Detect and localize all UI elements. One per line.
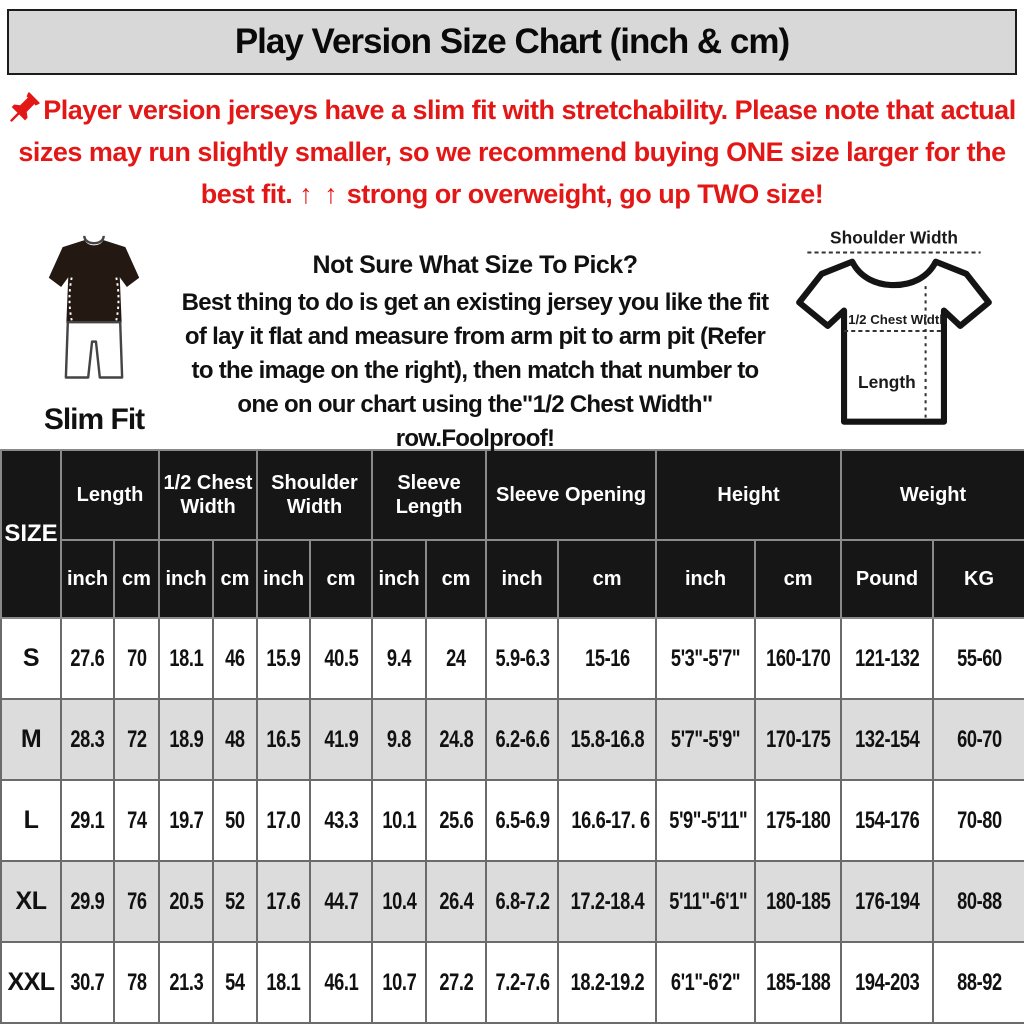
value-cell: 27.6 — [61, 618, 114, 699]
value-cell: 180-185 — [755, 861, 841, 942]
value-cell: 80-88 — [933, 861, 1024, 942]
value-cell: 5'3"-5'7" — [656, 618, 755, 699]
notice — [0, 75, 1024, 219]
value-cell: 41.9 — [310, 699, 372, 780]
slim-fit-figure — [14, 225, 174, 437]
value-cell: 18.2-19.2 — [558, 942, 656, 1023]
value-cell: 18.1 — [159, 618, 213, 699]
page — [0, 9, 1024, 1033]
sub-header: inch — [656, 540, 755, 618]
value-cell: 25.6 — [426, 780, 486, 861]
notice-text-after: strong or overweight, go up TWO size! — [339, 179, 824, 209]
table-row-s — [1, 618, 1024, 699]
value-cell: 17.0 — [257, 780, 310, 861]
value-cell: 10.4 — [372, 861, 426, 942]
guide-body: Best thing to do is get an existing jersey you like the fit of lay it flat and measure from arm pit to arm pit (Refer to the image on the right), then match that number to one on our chart using the"1/2 Chest Width" row.Foolproof! — [181, 289, 769, 452]
shoulder-width-label: Shoulder Width — [830, 227, 958, 248]
sub-header: Pound — [841, 540, 933, 618]
table-row-m — [1, 699, 1024, 780]
value-cell: 15.9 — [257, 618, 310, 699]
value-cell: 21.3 — [159, 942, 213, 1023]
tshirt-diagram — [776, 225, 1014, 437]
size-cell: XXL — [1, 942, 61, 1023]
value-cell: 176-194 — [841, 861, 933, 942]
value-cell: 10.1 — [372, 780, 426, 861]
value-cell: 9.4 — [372, 618, 426, 699]
value-cell: 6'1"-6'2" — [656, 942, 755, 1023]
value-cell: 185-188 — [755, 942, 841, 1023]
value-cell: 24 — [426, 618, 486, 699]
fit-guide-text — [174, 225, 776, 452]
size-cell: XL — [1, 861, 61, 942]
value-cell: 17.2-18.4 — [558, 861, 656, 942]
value-cell: 52 — [213, 861, 257, 942]
size-cell: M — [1, 699, 61, 780]
value-cell: 18.1 — [257, 942, 310, 1023]
value-cell: 5.9-6.3 — [486, 618, 558, 699]
value-cell: 6.2-6.6 — [486, 699, 558, 780]
title-bar — [7, 9, 1017, 75]
value-cell: 76 — [114, 861, 159, 942]
length-label: Length — [857, 372, 916, 393]
value-cell: 17.6 — [257, 861, 310, 942]
up-arrows-icon: ↑ ↑ — [299, 179, 340, 209]
sub-header: cm — [310, 540, 372, 618]
group-header-sleeve-length: Sleeve Length — [372, 450, 486, 540]
group-header-shoulder-width: Shoulder Width — [257, 450, 372, 540]
value-cell: 16.6-17. 6 — [558, 780, 656, 861]
value-cell: 70 — [114, 618, 159, 699]
value-cell: 46 — [213, 618, 257, 699]
sub-header: cm — [426, 540, 486, 618]
value-cell: 175-180 — [755, 780, 841, 861]
chest-width-label: 1/2 Chest Width — [848, 311, 948, 327]
group-header-weight: Weight — [841, 450, 1024, 540]
value-cell: 74 — [114, 780, 159, 861]
sub-header: cm — [755, 540, 841, 618]
table-row-l — [1, 780, 1024, 861]
value-cell: 50 — [213, 780, 257, 861]
value-cell: 160-170 — [755, 618, 841, 699]
value-cell: 29.1 — [61, 780, 114, 861]
value-cell: 48 — [213, 699, 257, 780]
sub-header: inch — [61, 540, 114, 618]
value-cell: 7.2-7.6 — [486, 942, 558, 1023]
value-cell: 72 — [114, 699, 159, 780]
value-cell: 16.5 — [257, 699, 310, 780]
value-cell: 194-203 — [841, 942, 933, 1023]
sub-header: cm — [558, 540, 656, 618]
value-cell: 26.4 — [426, 861, 486, 942]
value-cell: 27.2 — [426, 942, 486, 1023]
tshirt-measure-icon — [776, 227, 1012, 437]
page-title: Play Version Size Chart (inch & cm) — [234, 22, 790, 61]
guide-heading: Not Sure What Size To Pick? — [312, 251, 638, 279]
sub-header: cm — [213, 540, 257, 618]
size-cell: S — [1, 618, 61, 699]
group-header-chest-width: 1/2 Chest Width — [159, 450, 257, 540]
table-row-xl — [1, 861, 1024, 942]
value-cell: 43.3 — [310, 780, 372, 861]
value-cell: 132-154 — [841, 699, 933, 780]
value-cell: 44.7 — [310, 861, 372, 942]
size-header: SIZE — [1, 450, 61, 618]
value-cell: 6.8-7.2 — [486, 861, 558, 942]
value-cell: 29.9 — [61, 861, 114, 942]
slim-fit-label: Slim Fit — [43, 403, 145, 436]
value-cell: 24.8 — [426, 699, 486, 780]
value-cell: 15-16 — [558, 618, 656, 699]
sub-header: inch — [257, 540, 310, 618]
value-cell: 19.7 — [159, 780, 213, 861]
size-table — [0, 449, 1024, 1024]
table-row-xxl — [1, 942, 1024, 1023]
notice-text-before: Player version jerseys have a slim fit with stretchability. Please note that actual sizes may run slightly smaller, so we recommend buying ONE size larger for the best fit. — [18, 95, 1016, 209]
slim-fit-icon — [35, 233, 153, 393]
sub-header: inch — [159, 540, 213, 618]
value-cell: 88-92 — [933, 942, 1024, 1023]
group-header-sleeve-opening: Sleeve Opening — [486, 450, 656, 540]
value-cell: 78 — [114, 942, 159, 1023]
value-cell: 20.5 — [159, 861, 213, 942]
value-cell: 30.7 — [61, 942, 114, 1023]
sub-header: inch — [372, 540, 426, 618]
value-cell: 170-175 — [755, 699, 841, 780]
value-cell: 70-80 — [933, 780, 1024, 861]
value-cell: 55-60 — [933, 618, 1024, 699]
value-cell: 54 — [213, 942, 257, 1023]
value-cell: 28.3 — [61, 699, 114, 780]
group-header-height: Height — [656, 450, 841, 540]
value-cell: 10.7 — [372, 942, 426, 1023]
sub-header: cm — [114, 540, 159, 618]
value-cell: 154-176 — [841, 780, 933, 861]
value-cell: 6.5-6.9 — [486, 780, 558, 861]
group-header-length: Length — [61, 450, 159, 540]
sub-header: inch — [486, 540, 558, 618]
value-cell: 40.5 — [310, 618, 372, 699]
value-cell: 15.8-16.8 — [558, 699, 656, 780]
sub-header: KG — [933, 540, 1024, 618]
value-cell: 121-132 — [841, 618, 933, 699]
value-cell: 5'7"-5'9" — [656, 699, 755, 780]
value-cell: 60-70 — [933, 699, 1024, 780]
fit-guide-section — [0, 219, 1024, 452]
value-cell: 5'11"-6'1" — [656, 861, 755, 942]
size-cell: L — [1, 780, 61, 861]
value-cell: 18.9 — [159, 699, 213, 780]
value-cell: 46.1 — [310, 942, 372, 1023]
value-cell: 9.8 — [372, 699, 426, 780]
pushpin-icon — [8, 90, 42, 124]
value-cell: 5'9"-5'11" — [656, 780, 755, 861]
